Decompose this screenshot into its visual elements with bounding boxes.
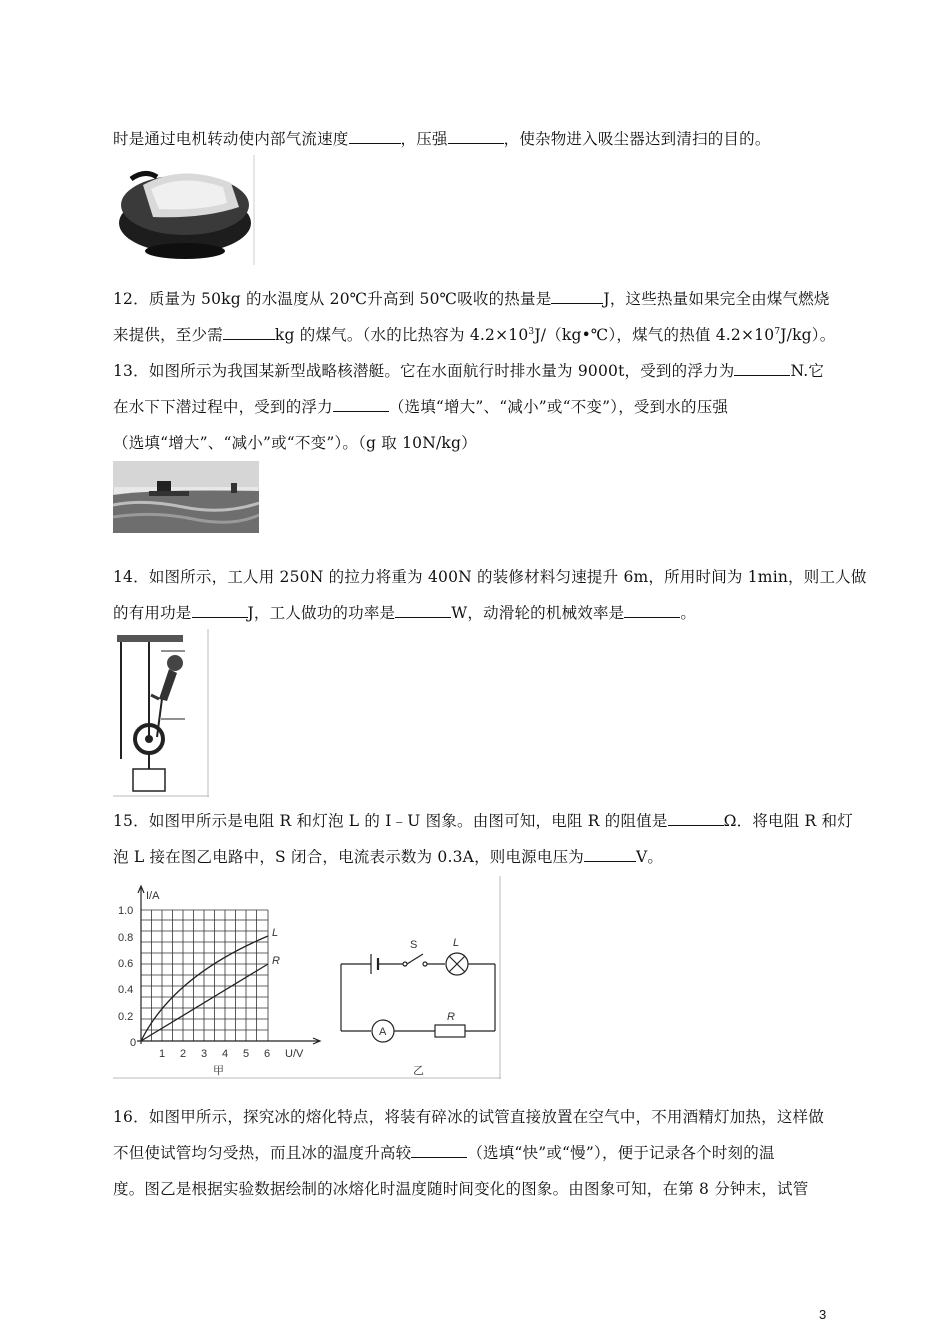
answer-blank bbox=[192, 603, 248, 618]
x-tick: 4 bbox=[222, 1048, 229, 1060]
y-tick: 0.8 bbox=[118, 932, 134, 944]
x-tick: 6 bbox=[264, 1048, 271, 1060]
q15-line-2: 泡 L 接在图乙电路中，S 闭合，电流表示数为 0.3A，则电源电压为 V。 bbox=[113, 848, 664, 866]
x-axis-label: U/V bbox=[285, 1048, 304, 1060]
figure-15 bbox=[113, 876, 501, 1079]
page-number: 3 bbox=[819, 1307, 827, 1322]
answer-blank bbox=[584, 847, 636, 862]
q14-line-1: 14．如图所示，工人用 250N 的拉力将重为 400N 的装修材料匀速提升 6m，所用时间为 1min，则工人做 bbox=[113, 568, 867, 586]
q13-line-2: 在水下下潜过程中，受到的浮力 （选填“增大”、“减小”或“不变”），受到水的压强 bbox=[113, 398, 729, 416]
answer-blank bbox=[333, 397, 389, 412]
x-tick: 1 bbox=[159, 1048, 166, 1060]
curve-L-label: L bbox=[272, 927, 279, 939]
resistor-label: R bbox=[447, 1011, 455, 1023]
ammeter-label: A bbox=[379, 1026, 387, 1038]
q14-line-2: 的有用功是 J，工人做功的功率是 W，动滑轮的机械效率是 。 bbox=[113, 604, 697, 622]
lamp-label: L bbox=[453, 937, 460, 949]
answer-blank bbox=[448, 129, 504, 144]
y-tick: 0.6 bbox=[118, 958, 134, 970]
answer-blank bbox=[734, 361, 790, 376]
q12-line-2: 来提供，至少需 kg 的煤气。（水的比热容为 $4.2\times 10^3J/(kg•℃)$，煤气的热值 $4.2\times 10^7J/kg$）。 bbox=[113, 326, 836, 344]
pulley-figure bbox=[113, 629, 209, 797]
answer-blank bbox=[223, 325, 275, 340]
switch-label: S bbox=[410, 939, 418, 951]
q12-line-1: 12．质量为 50kg 的水温度从 20℃升高到 50℃吸收的热量是 J，这些热量如果完全由煤气燃烧 bbox=[113, 290, 830, 308]
y-tick: 0.4 bbox=[118, 984, 134, 996]
q16-line-1: 16．如图甲所示，探究冰的熔化特点，将装有碎冰的试管直接放置在空气中，不用酒精灯加热，这样做 bbox=[113, 1108, 824, 1126]
caption-jia: 甲 bbox=[213, 1065, 224, 1077]
y-tick: 1.0 bbox=[118, 905, 134, 917]
y-axis-label: I/A bbox=[146, 890, 160, 902]
x-tick: 5 bbox=[243, 1048, 250, 1060]
q13-line-1: 13．如图所示为我国某新型战略核潜艇。它在水面航行时排水量为 9000t，受到的浮力为 N.它 bbox=[113, 362, 825, 380]
x-tick: 2 bbox=[180, 1048, 187, 1060]
q11-line: 时是通过电机转动使内部气流速度 ，压强 ，使杂物进入吸尘器达到清扫的目的。 bbox=[113, 130, 771, 148]
q13-line-3: （选填“增大”、“减小”或“不变”）。（g 取 10N/kg） bbox=[113, 434, 477, 452]
q16-line-3: 度。图乙是根据实验数据绘制的冰熔化时温度随时间变化的图象。由图象可知，在第 8 分钟末，试管 bbox=[113, 1180, 809, 1198]
y-tick: 0.2 bbox=[118, 1011, 134, 1023]
answer-blank bbox=[624, 603, 680, 618]
q15-line-1: 15．如图甲所示是电阻 R 和灯泡 L 的 I﹣U 图象。由图可知，电阻 R 的阻值是 Ω．将电阻 R 和灯 bbox=[113, 812, 853, 830]
x-tick: 3 bbox=[201, 1048, 208, 1060]
answer-blank bbox=[668, 811, 724, 826]
q16-line-2: 不但使试管均匀受热，而且冰的温度升高较 （选填“快”或“慢”），便于记录各个时刻的温 bbox=[113, 1144, 775, 1162]
answer-blank bbox=[551, 289, 603, 304]
answer-blank bbox=[411, 1143, 467, 1158]
curve-R-label: R bbox=[272, 955, 280, 967]
submarine-photo bbox=[113, 461, 259, 533]
answer-blank bbox=[395, 603, 451, 618]
answer-blank bbox=[349, 129, 401, 144]
y-tick: 0 bbox=[130, 1037, 137, 1049]
vacuum-cleaner-photo bbox=[113, 155, 255, 265]
caption-yi: 乙 bbox=[413, 1065, 424, 1077]
